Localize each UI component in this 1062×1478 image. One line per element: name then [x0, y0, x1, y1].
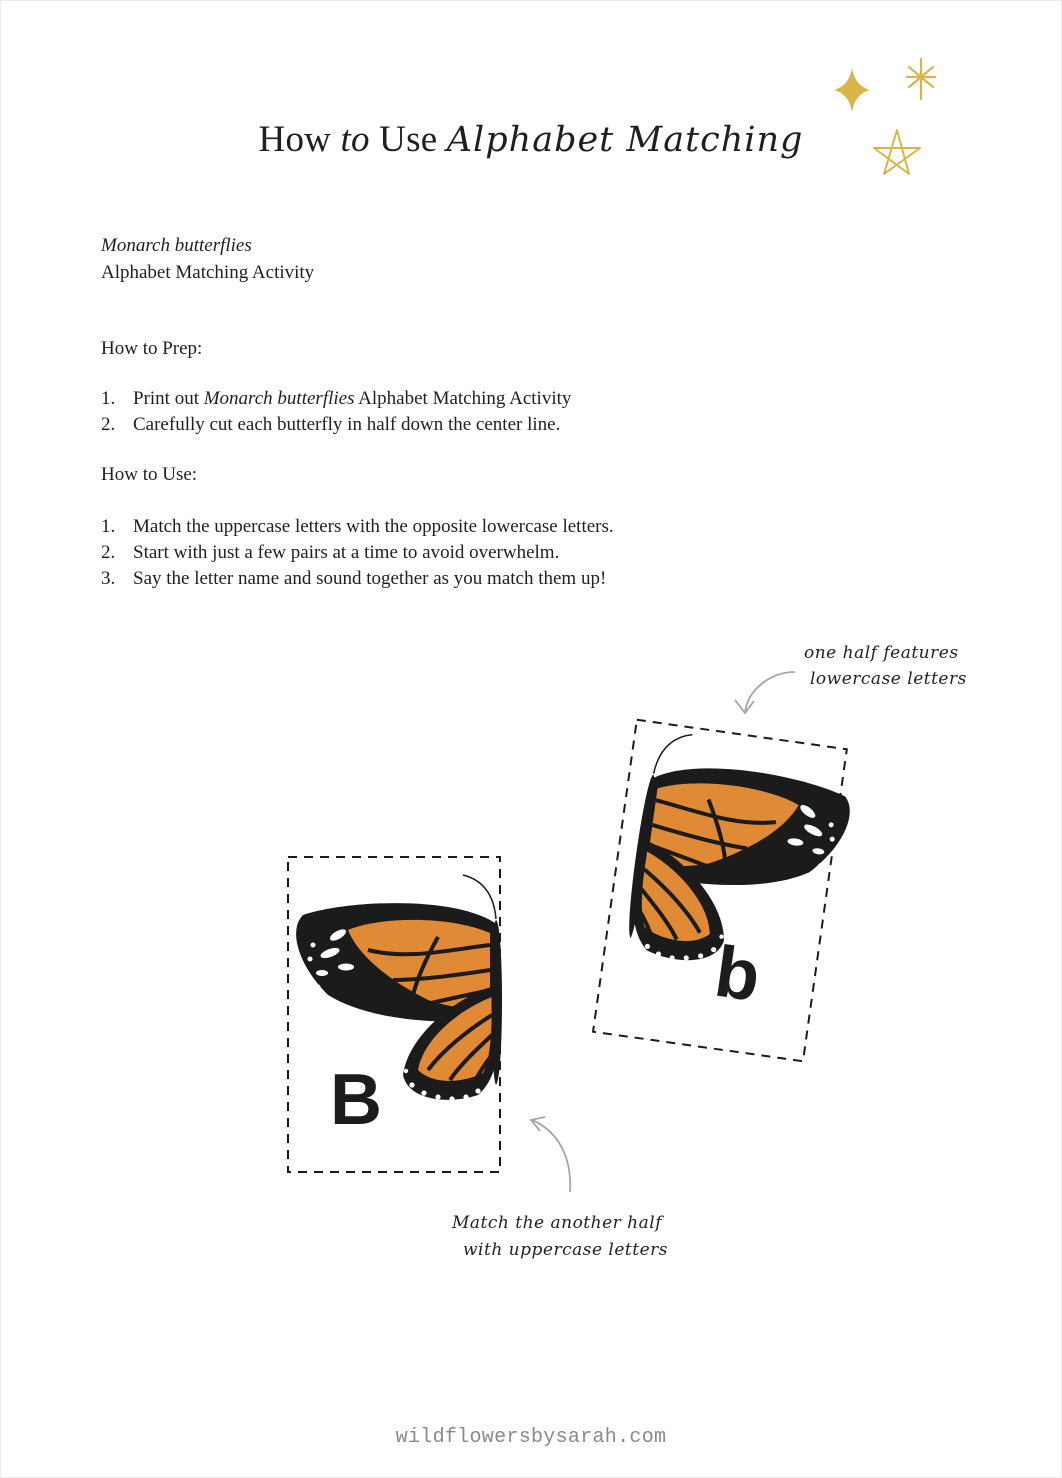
title-part-use: Use: [369, 119, 447, 160]
title-part-alphabet-matching: Alphabet Matching: [446, 120, 804, 160]
use-step: [101, 540, 614, 566]
lowercase-annotation: [735, 643, 967, 713]
subtitle-theme: Monarch butterflies: [101, 235, 252, 256]
outline-star-icon: [874, 130, 920, 174]
use-steps: [101, 514, 614, 592]
note-uppercase-line1: Match the another half: [452, 1213, 662, 1233]
arrow-to-lowercase-icon: [745, 672, 795, 712]
title-part-to: to: [340, 119, 370, 160]
step-text: Say the letter name and sound together as you match them up!: [133, 568, 607, 589]
step-number: 2.: [101, 542, 116, 563]
step-number: 2.: [101, 414, 116, 435]
subtitle-activity: Alphabet Matching Activity: [101, 262, 315, 283]
step-text: Match the uppercase letters with the opposite lowercase letters.: [133, 516, 614, 537]
step-number: 1.: [101, 516, 116, 537]
prep-steps: [101, 386, 571, 438]
matching-diagram: [0, 620, 1062, 1300]
title-part-how: How: [258, 119, 341, 160]
step-text: Print out Monarch butterflies Alphabet Matching Activity: [133, 388, 572, 409]
footer-website: wildflowersbysarah.com: [395, 1426, 667, 1449]
sparkle-star-icon: [834, 68, 870, 112]
uppercase-card: [288, 857, 502, 1172]
use-heading: How to Use:: [101, 464, 198, 485]
prep-step: [101, 386, 571, 412]
note-uppercase-line2: with uppercase letters: [463, 1240, 668, 1260]
uppercase-letter: B: [330, 1060, 382, 1140]
step-number: 1.: [101, 388, 116, 409]
step-number: 3.: [101, 568, 116, 589]
butterfly-half-left: [296, 875, 502, 1102]
lowercase-letter: b: [710, 931, 765, 1017]
note-lowercase-line2: lowercase letters: [810, 669, 967, 689]
step-text: Carefully cut each butterfly in half down the center line.: [133, 414, 561, 435]
asterisk-star-icon: [907, 59, 935, 99]
decorative-stars: [820, 50, 950, 190]
step-italic-text: Monarch butterflies: [203, 388, 355, 409]
use-step: [101, 514, 614, 540]
uppercase-annotation: [451, 1117, 668, 1260]
activity-subtitle: [101, 232, 314, 286]
note-lowercase-line1: one half features: [804, 643, 959, 663]
prep-step: [101, 412, 571, 438]
use-step: [101, 566, 614, 592]
lowercase-card: [593, 720, 859, 1063]
arrow-to-uppercase-icon: [532, 1120, 570, 1192]
step-text: Start with just a few pairs at a time to avoid overwhelm.: [133, 542, 560, 563]
prep-heading: How to Prep:: [101, 338, 203, 359]
